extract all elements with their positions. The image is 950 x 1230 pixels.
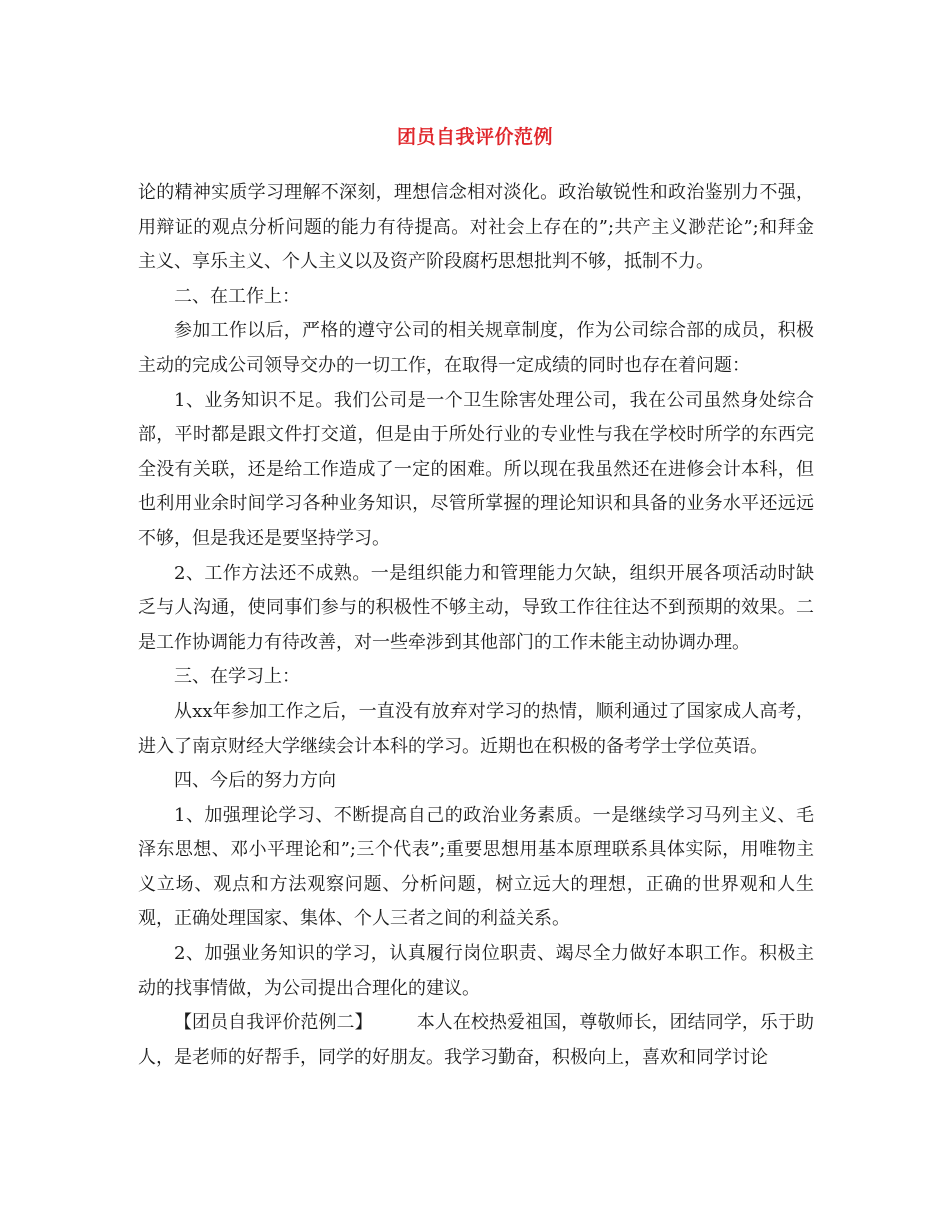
paragraph: 2、加强业务知识的学习，认真履行岗位职责、竭尽全力做好本职工作。积极主动的找事情做，为公司提出合理化的建议。 bbox=[138, 943, 814, 999]
section-heading: 二、在工作上： bbox=[174, 285, 300, 307]
section-heading: 四、今后的努力方向 bbox=[174, 770, 336, 792]
example-two-text: 本人在校热爱祖国，尊敬师长，团结同学，乐于助人，是老师的好帮手，同学的好朋友。我学习勤奋，积极向上，喜欢和同学讨论 bbox=[138, 1012, 815, 1068]
paragraph: 论的精神实质学习理解不深刻，理想信念相对淡化。政治敏锐性和政治鉴别力不强，用辩证的观点分析问题的能力有待提高。对社会上存在的”;共产主义渺茫论”;和拜金主义、享乐主义、个人主义以及资产阶段腐朽思想批判不够，抵制不力。 bbox=[138, 182, 814, 273]
document-body bbox=[138, 176, 814, 1075]
paragraph: 2、工作方法还不成熟。一是组织能力和管理能力欠缺，组织开展各项活动时缺乏与人沟通，使同事们参与的积极性不够主动，导致工作往往达不到预期的效果。二是工作协调能力有待改善，对一些牵涉到其他部门的工作未能主动协调办理。 bbox=[138, 562, 814, 653]
page-title: 团员自我评价范例 bbox=[396, 126, 553, 148]
paragraph: 从xx年参加工作之后，一直没有放弃对学习的热情，顺利通过了国家成人高考，进入了南京财经大学继续会计本科的学习。近期也在积极的备考学士学位英语。 bbox=[138, 700, 814, 757]
paragraph-example-two bbox=[138, 1006, 814, 1075]
paragraph: 1、业务知识不足。我们公司是一个卫生除害处理公司，我在公司虽然身处综合部，平时都是跟文件打交道，但是由于所处行业的专业性与我在学校时所学的东西完全没有关联，还是给工作造成了一定的困难。所以现在我虽然还在进修会计本科，但也利用业余时间学习各种业务知识，尽管所掌握的理论知识和具备的业务水平还远远不够，但是我还是要坚持学习。 bbox=[138, 389, 814, 549]
paragraph: 1、加强理论学习、不断提高自己的政治业务素质。一是继续学习马列主义、毛泽东思想、邓小平理论和”;三个代表”;重要思想用基本原理联系具体实际，用唯物主义立场、观点和方法观察问题、分析问题，树立远大的理想，正确的世界观和人生观，正确处理国家、集体、个人三者之间的利益关系。 bbox=[138, 804, 814, 930]
section-heading: 三、在学习上： bbox=[174, 666, 300, 688]
paragraph: 参加工作以后，严格的遵守公司的相关规章制度，作为公司综合部的成员，积极主动的完成公司领导交办的一切工作，在取得一定成绩的同时也存在着问题： bbox=[138, 320, 814, 376]
example-two-heading: 【团员自我评价范例二】 bbox=[174, 1012, 373, 1034]
